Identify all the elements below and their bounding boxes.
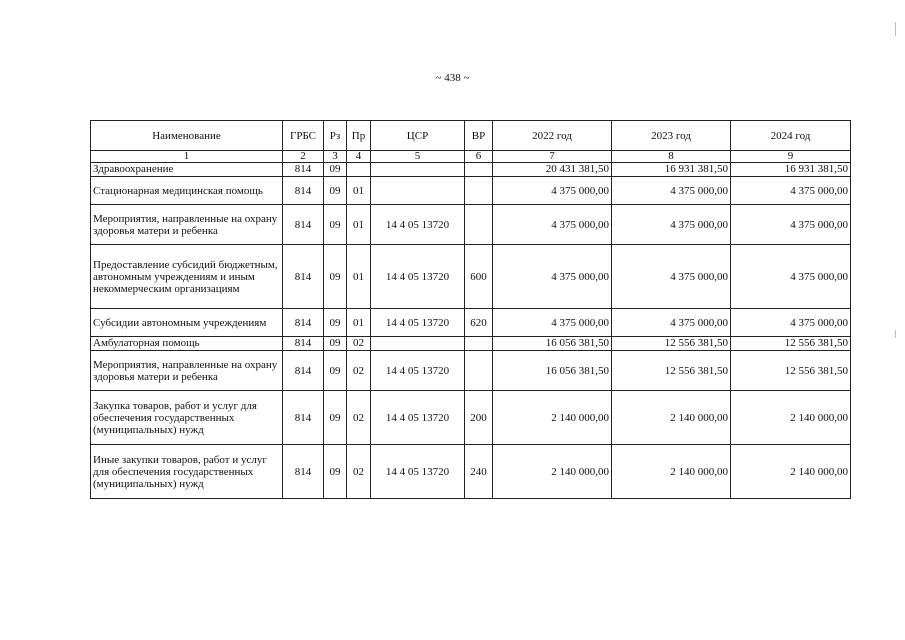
row-2022: 4 375 000,00 — [493, 245, 612, 309]
header-row — [91, 121, 851, 151]
row-pr: 02 — [347, 351, 371, 391]
row-2023: 16 931 381,50 — [612, 163, 731, 177]
row-csr: 14 4 05 13720 — [371, 391, 465, 445]
row-rz: 09 — [324, 445, 347, 499]
column-number: 2 — [283, 151, 324, 163]
row-rz: 09 — [324, 205, 347, 245]
row-2024: 12 556 381,50 — [731, 337, 851, 351]
column-number: 3 — [324, 151, 347, 163]
row-pr: 01 — [347, 177, 371, 205]
row-grbs: 814 — [283, 337, 324, 351]
row-2024: 12 556 381,50 — [731, 351, 851, 391]
row-2023: 2 140 000,00 — [612, 391, 731, 445]
row-grbs: 814 — [283, 445, 324, 499]
header-year-2023: 2023 год — [612, 121, 731, 151]
header-vr: ВР — [465, 121, 493, 151]
header-year-2024: 2024 год — [731, 121, 851, 151]
table-row — [91, 445, 851, 499]
row-2023: 2 140 000,00 — [612, 445, 731, 499]
row-2023: 4 375 000,00 — [612, 205, 731, 245]
row-pr: 02 — [347, 391, 371, 445]
table-row — [91, 391, 851, 445]
page-number: ~ 438 ~ — [435, 72, 470, 84]
row-grbs: 814 — [283, 205, 324, 245]
row-pr — [347, 163, 371, 177]
row-vr: 620 — [465, 309, 493, 337]
column-number: 1 — [91, 151, 283, 163]
row-name: Мероприятия, направленные на охрану здоровья матери и ребенка — [91, 351, 283, 391]
row-2024: 16 931 381,50 — [731, 163, 851, 177]
row-csr: 14 4 05 13720 — [371, 205, 465, 245]
row-name: Иные закупки товаров, работ и услуг для обеспечения государственных (муниципальных) нужд — [91, 445, 283, 499]
table-row — [91, 337, 851, 351]
row-rz: 09 — [324, 163, 347, 177]
row-csr: 14 4 05 13720 — [371, 351, 465, 391]
row-name: Предоставление субсидий бюджетным, автономным учреждениям и иным некоммерческим организациям — [91, 245, 283, 309]
row-grbs: 814 — [283, 177, 324, 205]
row-vr: 240 — [465, 445, 493, 499]
row-pr: 01 — [347, 309, 371, 337]
header-grbs: ГРБС — [283, 121, 324, 151]
row-2023: 12 556 381,50 — [612, 351, 731, 391]
column-number: 6 — [465, 151, 493, 163]
row-rz: 09 — [324, 337, 347, 351]
row-2022: 4 375 000,00 — [493, 309, 612, 337]
row-grbs: 814 — [283, 351, 324, 391]
row-pr: 01 — [347, 205, 371, 245]
row-vr — [465, 337, 493, 351]
row-2022: 4 375 000,00 — [493, 177, 612, 205]
table-row — [91, 205, 851, 245]
row-name: Здравоохранение — [91, 163, 283, 177]
row-rz: 09 — [324, 391, 347, 445]
row-vr — [465, 351, 493, 391]
header-name: Наименование — [91, 121, 283, 151]
row-pr: 02 — [347, 337, 371, 351]
row-vr: 600 — [465, 245, 493, 309]
header-rz: Рз — [324, 121, 347, 151]
column-number: 9 — [731, 151, 851, 163]
row-grbs: 814 — [283, 245, 324, 309]
table-row — [91, 309, 851, 337]
row-name: Закупка товаров, работ и услуг для обеспечения государственных (муниципальных) нужд — [91, 391, 283, 445]
row-csr — [371, 337, 465, 351]
scan-edge-mark — [895, 330, 896, 338]
row-2024: 4 375 000,00 — [731, 177, 851, 205]
row-2022: 2 140 000,00 — [493, 445, 612, 499]
row-csr: 14 4 05 13720 — [371, 245, 465, 309]
row-2024: 4 375 000,00 — [731, 245, 851, 309]
row-name: Амбулаторная помощь — [91, 337, 283, 351]
table-row — [91, 245, 851, 309]
row-2024: 2 140 000,00 — [731, 445, 851, 499]
row-2023: 4 375 000,00 — [612, 177, 731, 205]
row-2023: 12 556 381,50 — [612, 337, 731, 351]
row-2022: 2 140 000,00 — [493, 391, 612, 445]
column-number: 4 — [347, 151, 371, 163]
row-grbs: 814 — [283, 309, 324, 337]
row-vr — [465, 177, 493, 205]
header-csr: ЦСР — [371, 121, 465, 151]
row-rz: 09 — [324, 177, 347, 205]
row-rz: 09 — [324, 245, 347, 309]
row-2023: 4 375 000,00 — [612, 245, 731, 309]
row-2022: 20 431 381,50 — [493, 163, 612, 177]
table-row — [91, 177, 851, 205]
row-vr — [465, 163, 493, 177]
row-csr — [371, 163, 465, 177]
row-2022: 4 375 000,00 — [493, 205, 612, 245]
header-pr: Пр — [347, 121, 371, 151]
column-number: 8 — [612, 151, 731, 163]
row-2024: 4 375 000,00 — [731, 309, 851, 337]
table-row — [91, 351, 851, 391]
row-grbs: 814 — [283, 163, 324, 177]
row-csr: 14 4 05 13720 — [371, 445, 465, 499]
budget-table — [90, 120, 851, 499]
header-year-2022: 2022 год — [493, 121, 612, 151]
row-2024: 2 140 000,00 — [731, 391, 851, 445]
row-rz: 09 — [324, 351, 347, 391]
column-number-row — [91, 151, 851, 163]
row-2022: 16 056 381,50 — [493, 351, 612, 391]
row-name: Мероприятия, направленные на охрану здоровья матери и ребенка — [91, 205, 283, 245]
row-name: Стационарная медицинская помощь — [91, 177, 283, 205]
row-2024: 4 375 000,00 — [731, 205, 851, 245]
row-name: Субсидии автономным учреждениям — [91, 309, 283, 337]
table-row — [91, 163, 851, 177]
row-pr: 02 — [347, 445, 371, 499]
row-pr: 01 — [347, 245, 371, 309]
row-2022: 16 056 381,50 — [493, 337, 612, 351]
row-grbs: 814 — [283, 391, 324, 445]
row-csr — [371, 177, 465, 205]
column-number: 7 — [493, 151, 612, 163]
column-number: 5 — [371, 151, 465, 163]
scan-edge-mark — [895, 22, 896, 36]
row-rz: 09 — [324, 309, 347, 337]
row-vr — [465, 205, 493, 245]
row-2023: 4 375 000,00 — [612, 309, 731, 337]
row-vr: 200 — [465, 391, 493, 445]
row-csr: 14 4 05 13720 — [371, 309, 465, 337]
